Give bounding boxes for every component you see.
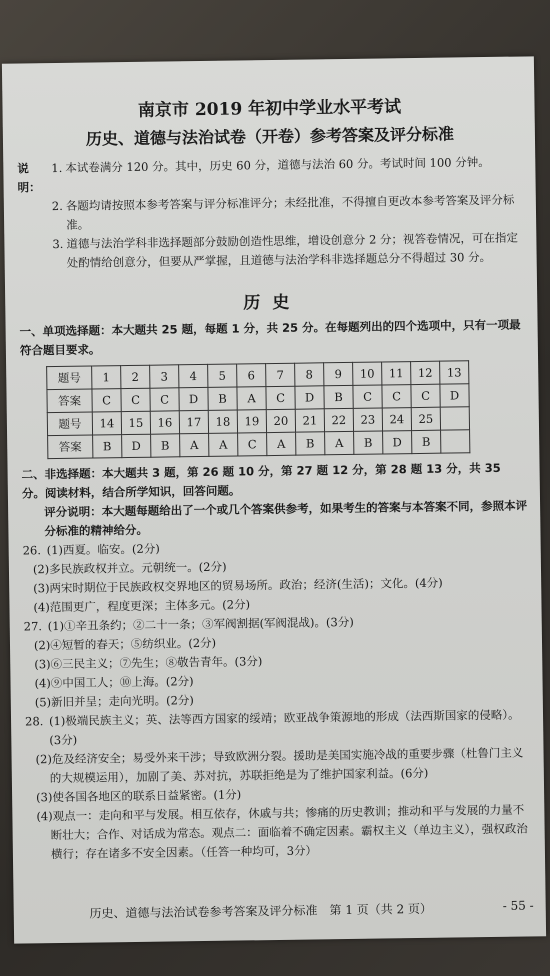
question-number-cell: 19 [237, 410, 266, 433]
row-label-question: 题号 [47, 412, 92, 436]
question-number-cell: 20 [266, 409, 295, 432]
answer-cell [441, 430, 470, 453]
answer-cell: D [440, 384, 469, 407]
instructions-heading: 说明： [17, 161, 41, 195]
exam-title: 南京市 2019 年初中学业水平考试 [137, 97, 402, 121]
question-number-cell: 22 [324, 408, 353, 431]
answer-cell: D [179, 387, 208, 410]
page-content [16, 94, 533, 864]
answer-cell: C [238, 433, 267, 456]
part1-heading: 一、单项选择题：本大题共 25 题，每题 1 分，共 25 分。在每题列出的四个选项中，只有一项最符合题目要求。 [19, 317, 521, 358]
answer-cell: A [325, 431, 354, 454]
answer-cell: C [150, 388, 179, 411]
page-footer [28, 898, 534, 922]
row-label-question: 题号 [47, 366, 92, 390]
document-subtitle: 历史、道德与法治试卷（开卷）参考答案及评分标准 [85, 124, 455, 149]
question-number-cell: 8 [295, 363, 324, 386]
answer-line: (2)④短暂的春天；⑤纺织业。(2分) [33, 635, 217, 653]
question-27 [24, 610, 531, 712]
instruction-number: 1. [51, 160, 63, 176]
instruction-row [18, 228, 524, 273]
answer-cell: A [267, 432, 296, 455]
question-number-cell: 6 [237, 364, 266, 387]
answer-cell: C [121, 388, 150, 411]
footer-title: 历史、道德与法治试卷参考答案及评分标准 第 1 页（共 2 页） [89, 901, 433, 921]
answer-line: (4)⑨中国工人；⑩上海。(2分) [34, 674, 194, 691]
question-number-cell: 12 [411, 361, 440, 384]
answer-cell: B [151, 434, 180, 457]
answer-line: (3)⑥三民主义；⑦先生；⑧敬告青年。(3分) [34, 654, 263, 672]
answer-cell: C [266, 386, 295, 409]
question-number-cell [440, 407, 469, 430]
answer-cell: C [92, 389, 121, 412]
answer-cell: D [295, 386, 324, 409]
answer-line: (2)危及经济安全；易受外来干涉；导致欧洲分裂。援助是美国实施冷战的重要步骤（杜鲁门主义的大规模运用），加剧了美、苏对抗，苏联拒绝是为了维护国家利益。(6分) [35, 745, 524, 786]
question-number: 28. [24, 714, 44, 729]
answer-row [48, 430, 470, 459]
question-number: 26. [22, 543, 42, 558]
answer-cell: C [411, 384, 440, 407]
instruction-number: 3. [52, 236, 64, 252]
question-number-cell: 24 [382, 408, 411, 431]
answer-cell: A [237, 387, 266, 410]
question-28 [25, 705, 533, 864]
instructions [17, 152, 525, 273]
instruction-text: 道德与法治学科非选择题部分鼓励创造性思维，增设创意分 2 分；视答卷情况，可在指定处酌情给创意分，但要从严掌握，且道德与法治学科非选择题总分不得超过 30 分。 [66, 230, 519, 270]
grading-note: 评分说明：本大题每题给出了一个或几个答案供参考，如果考生的答案与本答案不同，参照本评分标准的精神给分。 [44, 498, 528, 539]
question-number-cell: 11 [382, 362, 411, 385]
question-number-cell: 10 [353, 362, 382, 385]
question-number: 27. [23, 619, 43, 634]
answer-cell: B [296, 432, 325, 455]
question-number-cell: 13 [440, 361, 469, 384]
question-number-cell: 2 [121, 365, 150, 388]
answer-line: (1)①辛丑条约；②二十一条；③军阀割据(军阀混战)。(3分) [47, 614, 354, 634]
answer-cell: B [354, 431, 383, 454]
answer-cell: B [412, 430, 441, 453]
question-number-cell: 4 [179, 364, 208, 387]
answer-cell: C [353, 385, 382, 408]
question-26 [23, 534, 530, 617]
question-number-cell: 7 [266, 363, 295, 386]
instruction-text: 本试卷满分 120 分。其中，历史 60 分，道德与法治 60 分。考试时间 100 分钟。 [65, 154, 490, 175]
instruction-text: 各题均请按照本参考答案与评分标准评分；未经批准，不得擅自更改本参考答案及评分标准。 [65, 192, 515, 232]
part2-heading: 二、非选择题：本大题共 3 题，第 26 题 10 分，第 27 题 12 分，第 28 题 13 分，共 35 分。阅读材料，结合所学知识，回答问题。 [21, 460, 501, 501]
answer-line: (1)极端民族主义；英、法等西方国家的绥靖；欧亚战争策源地的形成（法西斯国家的侵略）。(3分) [48, 707, 520, 748]
answer-line: (5)新旧并呈；走向光明。(2分) [34, 693, 194, 710]
question-number-cell: 25 [411, 407, 440, 430]
answer-line: (4)观点一：走向和平与发展。相互依存，休戚与共；惨痛的历史教训；推动和平与发展的力量不断壮大；合作、对话成为常态。观点二：面临着不确定因素。霸权主义（单边主义），强权政治横行；存在诸多不安全因素。（任答一种均可，3分） [36, 802, 528, 862]
question-number-cell: 16 [150, 411, 179, 434]
question-number-cell: 17 [179, 410, 208, 433]
answer-cell: D [122, 434, 151, 457]
answer-cell: A [180, 433, 209, 456]
history-section-title: 历史 [243, 292, 302, 314]
question-number-cell: 15 [121, 411, 150, 434]
answer-cell: B [324, 385, 353, 408]
question-number-cell: 5 [208, 364, 237, 387]
answer-line: (1)西夏。临安。(2分) [46, 541, 160, 558]
row-label-answer: 答案 [47, 389, 92, 413]
answer-cell: C [382, 385, 411, 408]
answer-line: (2)多民族政权并立。元朝统一。(2分) [32, 559, 227, 577]
question-number-cell: 14 [92, 412, 121, 435]
answer-cell: A [209, 433, 238, 456]
answer-cell: B [208, 387, 237, 410]
question-number-cell: 23 [353, 408, 382, 431]
question-number-cell: 21 [295, 409, 324, 432]
question-number-cell: 9 [324, 362, 353, 385]
answer-line: (3)使各国各地区的联系日益紧密。(1分) [36, 787, 242, 805]
question-number-cell: 3 [150, 365, 179, 388]
instruction-number: 2. [51, 198, 63, 214]
row-label-answer: 答案 [48, 435, 93, 459]
answer-cell: D [383, 431, 412, 454]
answer-cell: B [93, 435, 122, 458]
page-number: - 55 - [502, 898, 534, 913]
answer-line: (3)两宋时期位于民族政权交界地区的贸易场所。政治；经济(生活)；文化。(4分) [33, 575, 443, 596]
answer-table [46, 360, 470, 459]
question-number-cell: 1 [92, 366, 121, 389]
answer-line: (4)范围更广，程度更深；主体多元。(2分) [33, 597, 251, 615]
question-number-cell: 18 [208, 410, 237, 433]
answer-sheet-page [2, 56, 546, 943]
